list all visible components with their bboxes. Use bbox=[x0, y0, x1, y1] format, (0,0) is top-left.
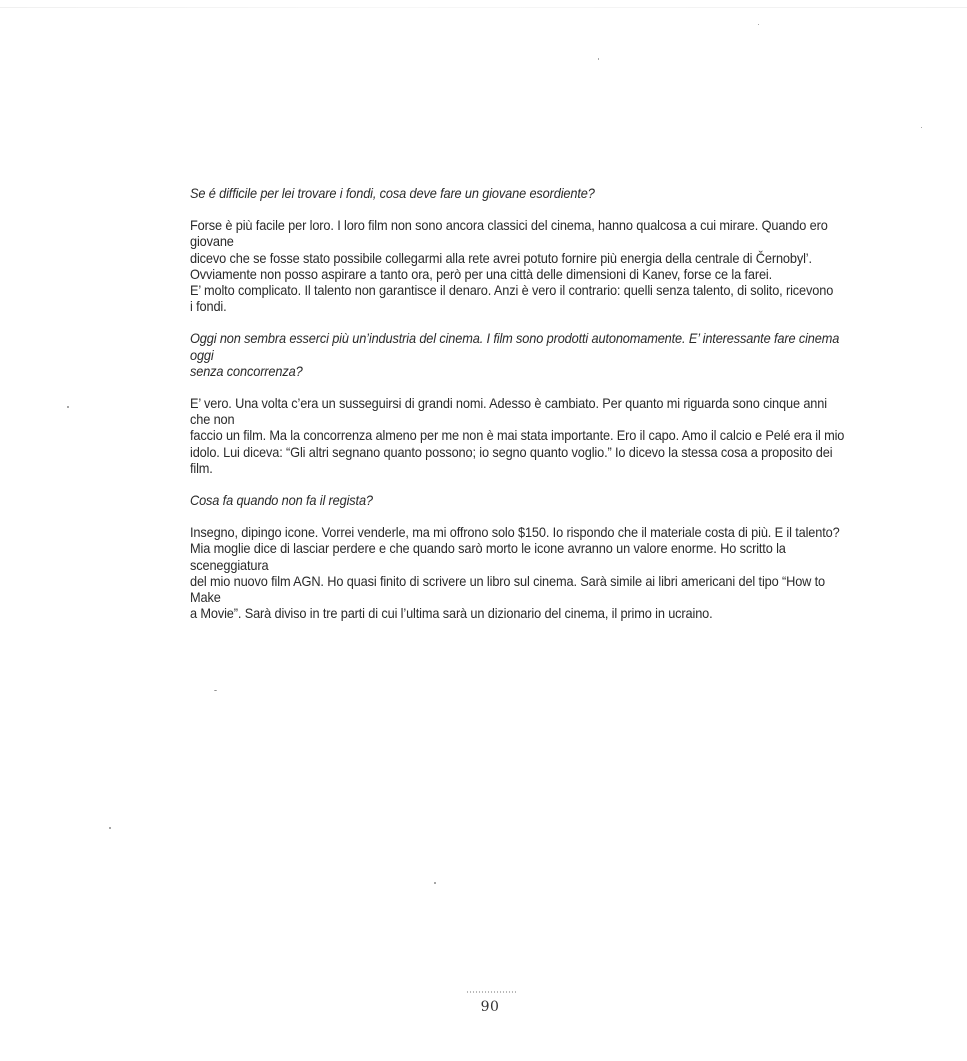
text-line: Cosa fa quando non fa il regista? bbox=[190, 493, 373, 509]
text-line: Mia moglie dice di lasciar perdere e che quando sarò morto le icone avranno un valore enorme. Ho scritto la sceneggiatura bbox=[190, 541, 786, 573]
text-line: Ovviamente non posso aspirare a tanto ora, però per una città delle dimensioni di Kanev, forse ce la farei. bbox=[190, 266, 773, 282]
scan-speck bbox=[921, 127, 922, 128]
text-line: idolo. Lui diceva: “Gli altri segnano quanto possono; io segno quanto voglio.” Io dicevo la stessa cosa a proposito dei film. bbox=[190, 444, 833, 476]
text-line: Insegno, dipingo icone. Vorrei venderle, ma mi offrono solo $150. Io rispondo che il materiale costa di più. E il talento? bbox=[190, 525, 840, 541]
scan-speck bbox=[434, 882, 436, 884]
text-line: Oggi non sembra esserci più un’industria del cinema. I film sono prodotti autonomamente. E’ interessante fare cinema oggi bbox=[190, 331, 840, 363]
question-3 bbox=[190, 493, 848, 509]
text-line: Forse è più facile per loro. I loro film non sono ancora classici del cinema, hanno qualcosa a cui mirare. Quando ero giovane bbox=[190, 218, 828, 250]
text-line: E’ molto complicato. Il talento non garantisce il denaro. Anzi è vero il contrario: quelli senza talento, di solito, ricevono bbox=[190, 283, 834, 299]
scan-speck bbox=[758, 24, 759, 25]
text-line: a Movie”. Sarà diviso in tre parti di cui l’ultima sarà un dizionario del cinema, il primo in ucraino. bbox=[190, 606, 713, 622]
scan-speck bbox=[67, 406, 69, 408]
text-line: i fondi. bbox=[190, 299, 227, 315]
scan-speck bbox=[598, 58, 599, 60]
question-1 bbox=[190, 186, 848, 202]
scan-edge-line bbox=[0, 7, 967, 8]
scan-speck bbox=[109, 827, 111, 829]
text-line: del mio nuovo film AGN. Ho quasi finito di scrivere un libro sul cinema. Sarà simile ai libri americani del tipo “How to Make bbox=[190, 573, 826, 606]
answer-2 bbox=[190, 396, 848, 477]
text-line: E’ vero. Una volta c’era un susseguirsi di grandi nomi. Adesso è cambiato. Per quanto mi riguarda sono cinque anni che non bbox=[190, 396, 827, 428]
question-2 bbox=[190, 331, 848, 380]
text-line: senza concorrenza? bbox=[190, 363, 303, 379]
text-line: dicevo che se fosse stato possibile collegarmi alla rete avrei potuto fornire più energia della centrale di Černobyl’. bbox=[190, 250, 812, 266]
text-line: Se é difficile per lei trovare i fondi, cosa deve fare un giovane esordiente? bbox=[190, 186, 595, 201]
scan-speck bbox=[214, 690, 217, 691]
page-number: 90 bbox=[480, 999, 500, 1015]
answer-1 bbox=[190, 218, 848, 315]
page-number-rule bbox=[466, 991, 516, 993]
text-line: faccio un film. Ma la concorrenza almeno per me non è mai stata importante. Ero il capo. Amo il calcio e Pelé era il mio bbox=[190, 428, 845, 444]
interview-text bbox=[190, 186, 848, 622]
answer-3 bbox=[190, 525, 848, 622]
